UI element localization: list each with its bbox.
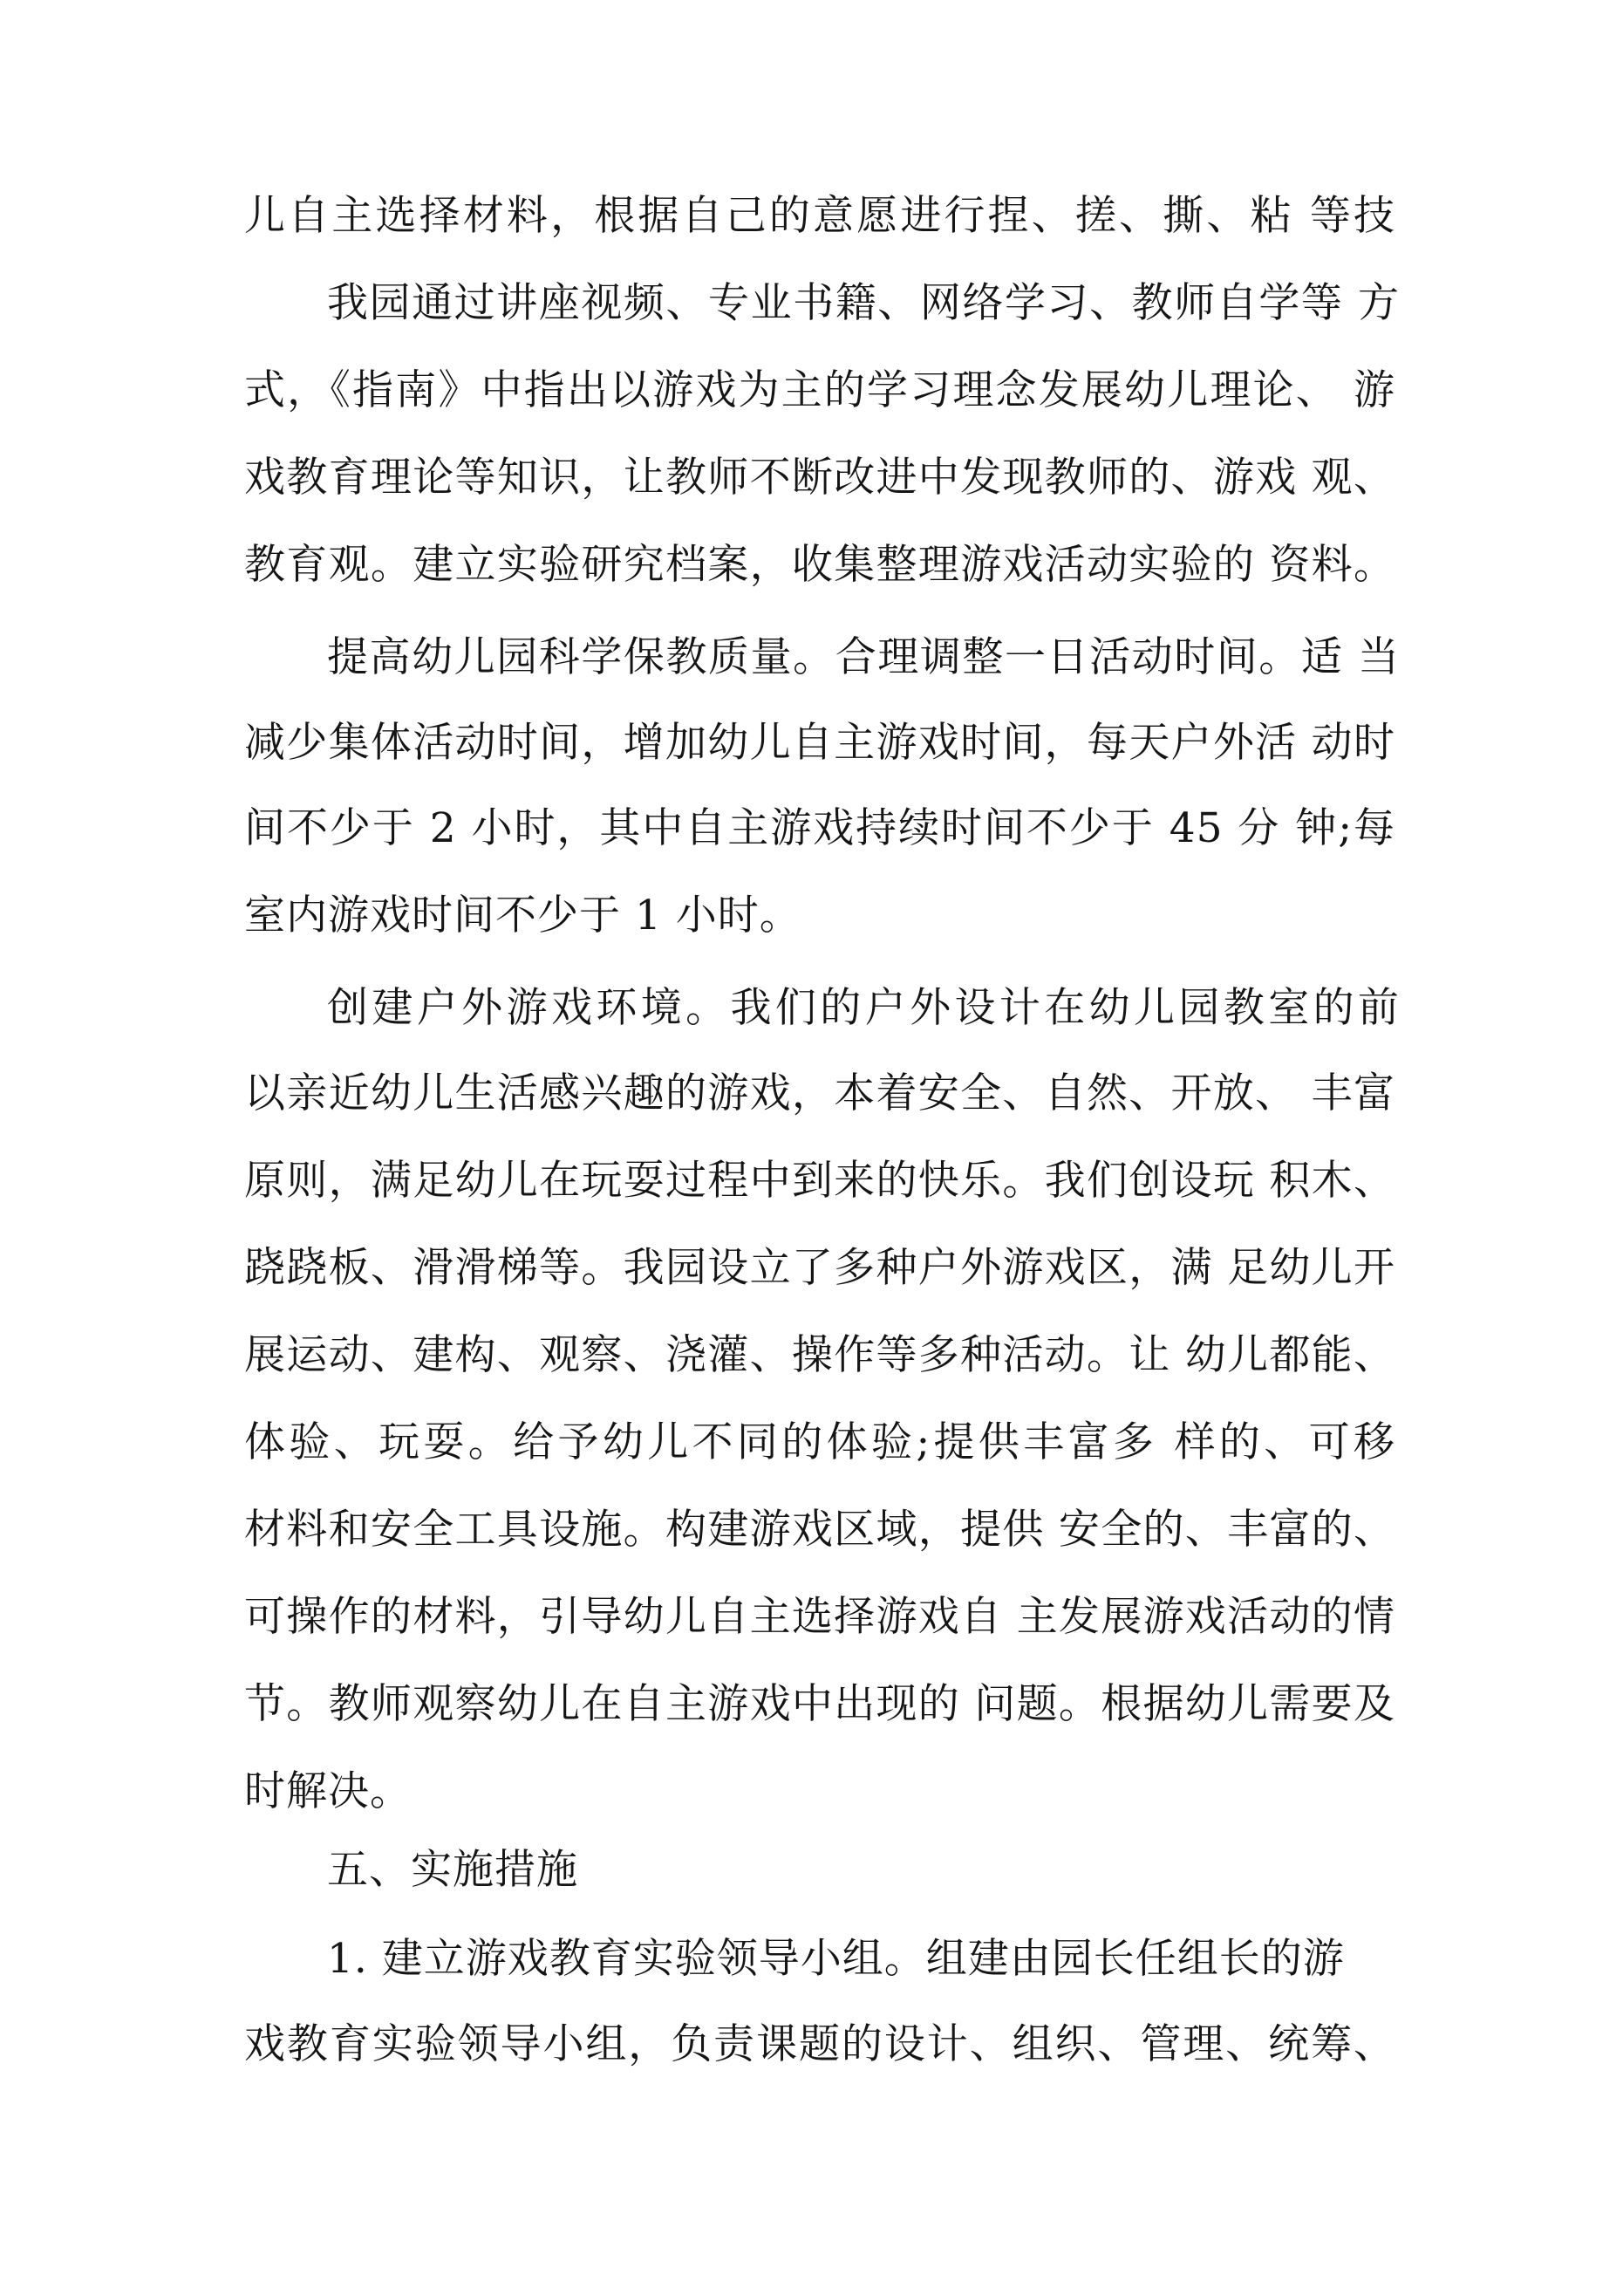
- text-line: 减少集体活动时间，增加幼儿自主游戏时间，每天户外活 动时: [244, 719, 1395, 767]
- text-line: 戏教育理论等知识，让教师不断改进中发现教师的、游戏 观、: [244, 454, 1395, 502]
- text-line: 1. 建立游戏教育实验领导小组。组建由园长任组长的游: [327, 1935, 1345, 1983]
- text-line: 可操作的材料，引导幼儿自主选择游戏自 主发展游戏活动的情: [244, 1593, 1395, 1641]
- text-line: 式，《指南》中指出以游戏为主的学习理念发展幼儿理论、 游: [244, 366, 1395, 414]
- text-line: 材料和安全工具设施。构建游戏区域，提供 安全的、丰富的、: [244, 1506, 1395, 1554]
- text-line: 体验、玩耍。给予幼儿不同的体验;提供丰富多 样的、可移: [244, 1418, 1395, 1466]
- text-line: 时解决。: [244, 1767, 412, 1815]
- text-line: 间不少于 2 小时，其中自主游戏持续时间不少于 45 分 钟;每: [244, 804, 1395, 852]
- text-line: 室内游戏时间不少于 1 小时。: [244, 892, 801, 940]
- text-line: 原则，满足幼儿在玩耍过程中到来的快乐。我们创设玩 积木、: [244, 1157, 1395, 1205]
- text-line: 儿自主选择材料，根据自己的意愿进行捏、搓、撕、粘 等技: [244, 192, 1395, 240]
- text-line: 教育观。建立实验研究档案，收集整理游戏活动实验的 资料。: [244, 541, 1395, 589]
- text-line: 节。教师观察幼儿在自主游戏中出现的 问题。根据幼儿需要及: [244, 1680, 1395, 1728]
- text-line: 我园通过讲座视频、专业书籍、网络学习、教师自学等 方: [327, 279, 1400, 327]
- text-line: 创建户外游戏环境。我们的户外设计在幼儿园教室的前: [327, 984, 1400, 1032]
- text-line: 展运动、建构、观察、浇灌、操作等多种活动。让 幼儿都能、: [244, 1331, 1395, 1379]
- section-heading: 五、实施措施: [327, 1846, 578, 1894]
- text-line: 提高幼儿园科学保教质量。合理调整一日活动时间。适 当: [327, 633, 1400, 681]
- text-line: 以亲近幼儿生活感兴趣的游戏，本着安全、自然、开放、 丰富: [244, 1069, 1395, 1117]
- text-line: 跷跷板、滑滑梯等。我园设立了多种户外游戏区，满 足幼儿开: [244, 1244, 1395, 1292]
- text-line: 戏教育实验领导小组，负责课题的设计、组织、管理、统筹、: [244, 2020, 1395, 2068]
